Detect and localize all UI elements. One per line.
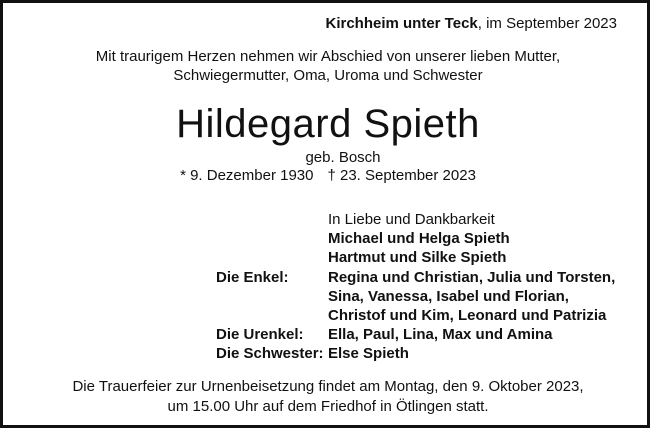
mourner-value: Hartmut und Silke Spieth [328,249,507,267]
life-dates [3,167,650,184]
mourner-label [216,210,328,229]
intro-line-2: Schwiegermutter, Oma, Uroma und Schwester [173,67,483,84]
mourner-value: Christof und Kim, Leonard und Patrizia [328,307,607,325]
funeral-info-line-1: Die Trauerfeier zur Urnenbeisetzung findet am Montag, den 9. Oktober 2023, [72,378,584,395]
mourner-label [216,287,328,306]
mourner-value: Else Spieth [328,345,409,363]
birth-date: * 9. Dezember 1930 [180,167,314,184]
death-date: † 23. September 2023 [327,167,476,184]
mourner-row [216,229,615,248]
mourner-label: Die Schwester: [216,345,324,363]
place-date-line [325,15,617,32]
mourner-row [216,306,615,325]
mourner-value: In Liebe und Dankbarkeit [328,211,495,228]
mourner-value: Regina und Christian, Julia und Torsten, [328,268,616,286]
mourner-label: Die Urenkel: [216,326,304,344]
birth-name: geb. Bosch [305,149,381,166]
mourner-row [216,248,615,267]
mourner-label: Die Enkel: [216,268,289,286]
mourner-label [216,229,328,248]
mourners-list [216,210,615,364]
mourner-row [216,287,615,306]
intro-text [3,47,650,85]
mourner-value: Ella, Paul, Lina, Max und Amina [328,326,553,344]
mourner-row [216,210,615,229]
mourner-label [216,306,328,325]
mourner-row [216,344,615,363]
notice-date: , im September 2023 [477,15,617,32]
deceased-name: Hildegard Spieth [176,102,480,146]
mourner-label [216,248,328,267]
mourner-value: Sina, Vanessa, Isabel und Florian, [328,287,569,305]
mourner-row [216,325,615,344]
intro-line-1: Mit traurigem Herzen nehmen wir Abschied von unserer lieben Mutter, [95,48,561,65]
funeral-info-line-2: um 15.00 Uhr auf dem Friedhof in Ötlingen statt. [167,398,489,415]
place-name: Kirchheim unter Teck [325,15,478,32]
mourner-row [216,268,615,287]
mourner-value: Michael und Helga Spieth [328,230,510,248]
funeral-info [3,377,650,417]
